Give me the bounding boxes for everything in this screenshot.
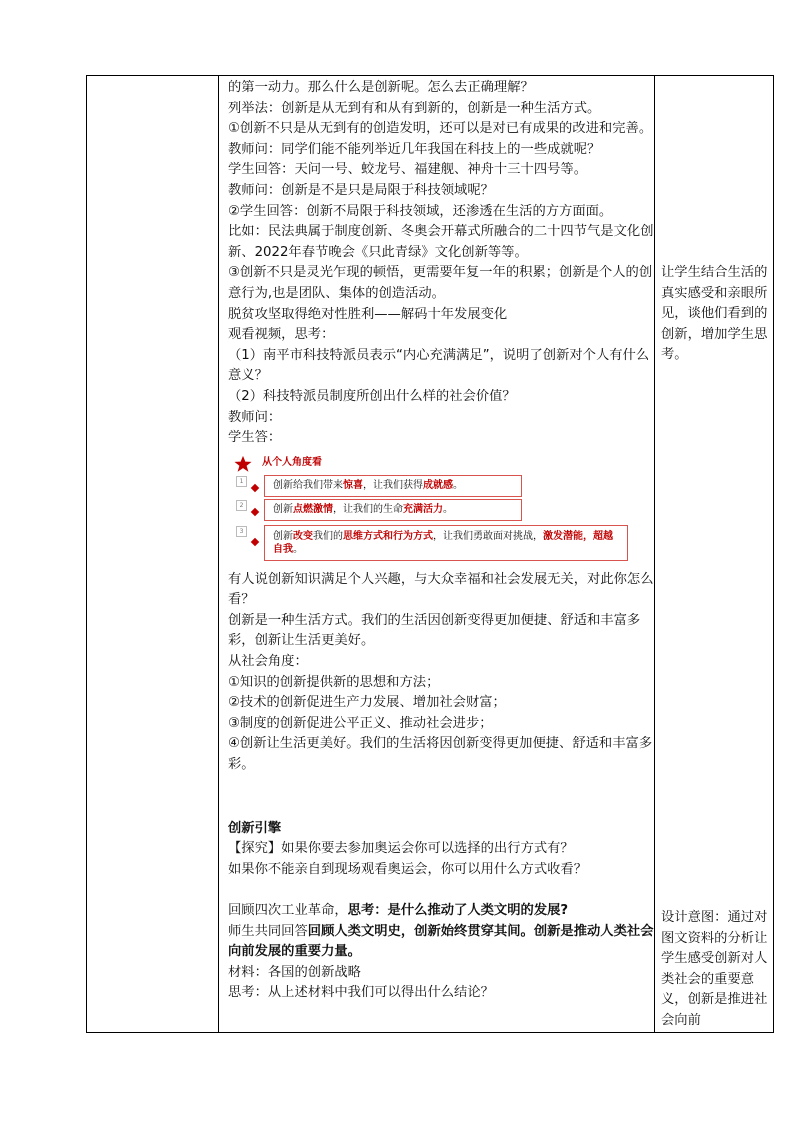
figure-item <box>264 475 522 497</box>
plain-text: 创新给我们带来 <box>273 480 343 492</box>
figure-item-text <box>273 503 453 516</box>
text-line: ①知识的创新提供新的思想和方法； <box>228 674 440 690</box>
emphasis-text: 惊喜 <box>343 480 363 492</box>
text-line: 比如：民法典属于制度创新、冬奥会开幕式所融合的二十四节气是文化创新、2022年春节晚会《只此青绿》文化创新等等。 <box>228 224 654 260</box>
design-note-1: 让学生结合生活的真实感受和亲眼所见，谈他们看到的创新，增加学生思考。 <box>661 265 768 363</box>
rich-paragraph-2 <box>228 922 658 963</box>
process-text-block-4 <box>228 963 658 1004</box>
plain-text: 师生共同回答 <box>228 923 308 939</box>
text-line: 观看视频，思考： <box>228 327 335 343</box>
column-divider-left <box>218 76 219 1032</box>
section-title: 创新引擎 <box>228 820 282 836</box>
figure-title: 从个人角度看 <box>262 457 322 469</box>
text-line: 脱贫攻坚取得绝对性胜利——解码十年发展变化 <box>228 306 508 322</box>
figure-item <box>264 499 522 521</box>
text-line: ②技术的创新促进生产力发展、增加社会财富； <box>228 695 506 711</box>
text-line: 学生回答：天问一号、蛟龙号、福建舰、神舟十三十四号等。 <box>228 162 588 178</box>
text-line: 【探究】如果你要去参加奥运会你可以选择的出行方式有？ <box>228 841 574 857</box>
diamond-bullet-icon <box>251 537 259 545</box>
process-text-block-3 <box>228 839 658 880</box>
text-line: 思考：从上述材料中我们可以得出什么结论？ <box>228 985 494 1001</box>
star-icon <box>234 455 252 473</box>
text-line: 教师问：同学们能不能列举近几年我国在科技上的一些成就呢？ <box>228 141 601 157</box>
process-text-block-1 <box>228 78 658 449</box>
figure-item-text <box>273 530 621 556</box>
plain-text: 回顾四次工业革命， <box>228 903 348 918</box>
emphasis-text: 思维方式和行为方式 <box>343 530 433 542</box>
diamond-bullet-icon <box>251 483 259 491</box>
text-line: 有人说创新知识满足个人兴趣，与大众幸福和社会发展无关，对此你怎么看？ <box>228 571 654 608</box>
emphasis-text: 回顾人类文明史，创新始终贯穿其间。创新是推动人类社会向前发展的重要力量。 <box>228 923 654 960</box>
figure-item-number: 3 <box>236 526 247 537</box>
text-line: ③创新不只是灵光乍现的顿悟，更需要年复一年的积累；创新是个人的创意行为,也是团队、集体的创造活动。 <box>228 265 653 301</box>
plain-text: 。 <box>443 504 453 516</box>
plain-text: ，让我们获得 <box>363 480 423 492</box>
plain-text: 创新 <box>273 530 293 542</box>
rich-paragraph-1 <box>228 901 658 922</box>
text-line: 学生答： <box>228 430 282 446</box>
text-line: 教师问： <box>228 409 282 425</box>
teaching-process-column <box>228 78 658 1004</box>
text-line: （2）科技特派员制度所创出什么样的社会价值？ <box>228 388 516 404</box>
spacer <box>228 880 658 901</box>
figure-item-text <box>273 479 463 492</box>
text-line: 列举法：创新是从无到有和从有到新的，创新是一种生活方式。 <box>228 100 601 116</box>
emphasis-text: 思考：是什么推动了人类文明的发展? <box>347 903 569 918</box>
plain-text: 。 <box>453 480 463 492</box>
figure-item-number: 1 <box>236 476 247 487</box>
text-line: ③制度的创新促进公平正义、推动社会进步； <box>228 715 493 731</box>
text-line: 从社会角度： <box>228 654 308 670</box>
emphasis-text: 改变 <box>293 530 313 542</box>
diamond-bullet-icon <box>251 507 259 515</box>
emphasis-text: 激发潜能，超越自我 <box>273 530 613 555</box>
plain-text: ，让我们勇敢面对挑战， <box>433 530 543 542</box>
figure-item-number: 2 <box>236 500 247 511</box>
text-line: 材料：各国的创新战略 <box>228 964 361 980</box>
plain-text: 我们的 <box>313 530 343 542</box>
lesson-table <box>86 75 774 1033</box>
text-line: 创新是一种生活方式。我们的生活因创新变得更加便捷、舒适和丰富多彩，创新让生活更美好。 <box>228 612 641 649</box>
plain-text: 。 <box>293 543 303 555</box>
plain-text: ，让我们的生命 <box>333 504 403 516</box>
figure-item <box>264 525 628 561</box>
figure-header <box>234 454 322 474</box>
text-line: ②学生回答：创新不局限于科技领域，还渗透在生活的方方面面。 <box>228 203 613 219</box>
text-line: 如果你不能亲自到现场观看奥运会，你可以用什么方式收看？ <box>228 861 588 877</box>
text-line: 教师问：创新是不是只是局限于科技领域呢？ <box>228 182 494 198</box>
text-line: ①创新不只是从无到有的创造发明，还可以是对已有成果的改进和完善。 <box>228 121 653 137</box>
text-line: 的第一动力。那么什么是创新呢。怎么去正确理解？ <box>228 80 534 95</box>
emphasis-text: 点燃激情 <box>293 504 333 516</box>
spacer <box>228 776 658 819</box>
emphasis-text: 充满活力 <box>403 504 443 516</box>
design-note-2: 设计意图：通过对图文资料的分析让学生感受创新对人类社会的重要意义，创新是推进社会向前 <box>661 910 768 1028</box>
process-text-block-2 <box>228 570 658 776</box>
text-line: （1）南平市科技特派员表示“内心充满满足”，说明了创新对个人有什么意义？ <box>228 347 650 384</box>
emphasis-text: 成就感 <box>423 480 453 492</box>
slide-figure <box>228 452 628 564</box>
plain-text: 创新 <box>273 504 293 516</box>
text-line: ④创新让生活更美好。我们的生活将因创新变得更加便捷、舒适和丰富多彩。 <box>228 736 653 773</box>
